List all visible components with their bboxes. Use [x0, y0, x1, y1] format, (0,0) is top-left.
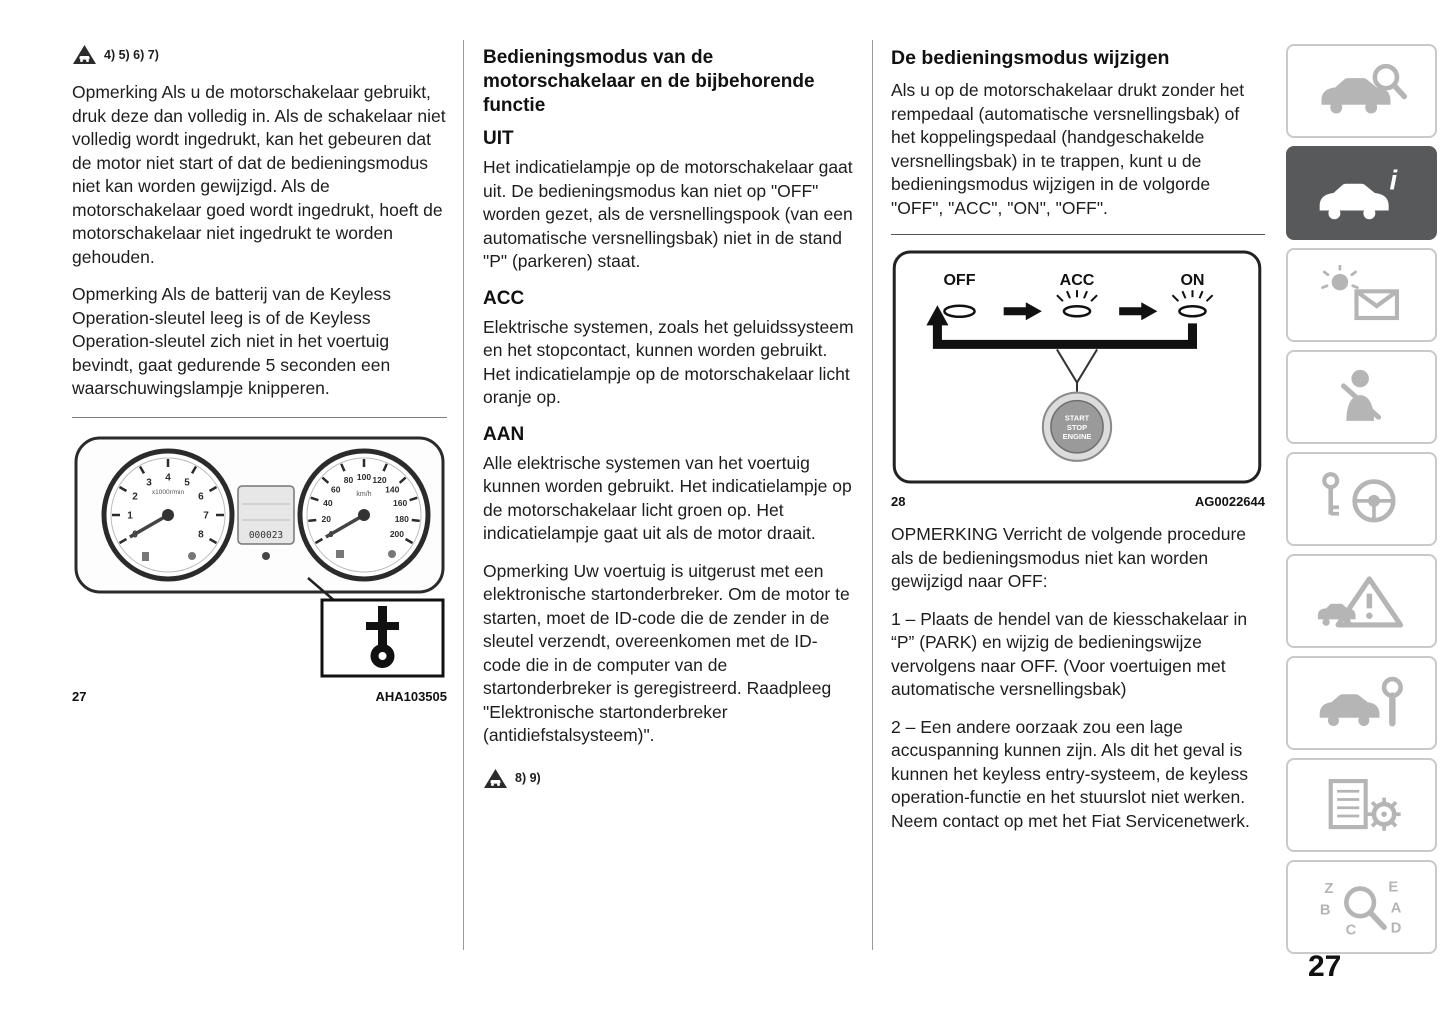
maintenance-icon	[1316, 673, 1408, 733]
speed-unit-label: km/h	[356, 490, 372, 498]
middle-column	[483, 44, 855, 805]
mode-body-aan: Alle elektrische systemen van het voertuig kunnen worden gebruikt. Het indicatielampje op de motorschakelaar licht groen op. Het indicatielampje gaat uit als de motor draait.	[483, 452, 852, 543]
paragraph-note-battery: Opmerking Als de batterij van de Keyless Operation-sleutel leeg is of de Keyless Operation-sleutel zich niet in het voertuig bevindt, gaat gedurende 5 seconden een waarschuwingslampje knipperen.	[72, 284, 392, 398]
technical-data-icon	[1316, 775, 1408, 835]
section-heading: Bedieningsmodus van de motorschakelaar en de bijbehorende functie	[483, 47, 815, 116]
reference-marks-row	[483, 768, 855, 789]
warning-triangle-icon	[72, 44, 97, 65]
telltale-icon	[188, 552, 196, 560]
right-column	[891, 44, 1265, 847]
svg-text:180: 180	[394, 513, 409, 524]
section-sidebar	[1286, 44, 1437, 962]
svg-text:5: 5	[184, 476, 190, 488]
svg-text:80: 80	[343, 474, 354, 485]
reference-marks-row	[72, 44, 447, 65]
svg-text:8: 8	[198, 528, 204, 540]
ignition-mode-illustration	[891, 249, 1263, 485]
svg-text:120: 120	[372, 474, 387, 485]
ignition-mode-figure	[891, 249, 1265, 509]
svg-text:2: 2	[132, 490, 138, 502]
sidebar-item-emergency[interactable]	[1286, 554, 1437, 648]
sidebar-item-car-info[interactable]	[1286, 146, 1437, 240]
paragraph-intro: Als u op de motorschakelaar drukt zonder het rempedaal (automatische versnellingsbak) of het koppelingspedaal (handgeschakelde versnellingsbak) in te trappen, kunt u de bedieningsmodus wijzigen in de volgorde "OFF", "ACC", "ON", "OFF".	[891, 80, 1245, 218]
car-search-icon	[1316, 61, 1408, 121]
telltale-icon	[142, 552, 149, 561]
sidebar-item-starting-driving[interactable]	[1286, 452, 1437, 546]
column-divider	[872, 40, 873, 950]
car-info-icon	[1316, 163, 1408, 223]
svg-text:Z: Z	[1323, 881, 1333, 898]
svg-text:160: 160	[393, 497, 408, 508]
svg-text:4: 4	[165, 471, 171, 483]
svg-text:100: 100	[356, 471, 372, 482]
starting-driving-icon	[1316, 469, 1408, 529]
svg-text:3: 3	[146, 476, 152, 488]
instrument-cluster-figure	[72, 417, 447, 704]
start-stop-button-icon	[1043, 393, 1111, 461]
sidebar-item-safety[interactable]	[1286, 350, 1437, 444]
telltale-icon	[388, 550, 396, 558]
reference-marks: 8) 9)	[515, 771, 541, 785]
mode-label-on: ON	[1180, 271, 1205, 290]
svg-text:E: E	[1387, 879, 1398, 896]
svg-text:STOP: STOP	[1066, 422, 1088, 432]
instrument-cluster-illustration	[72, 428, 447, 680]
paragraph-note-immobilizer: Opmerking Uw voertuig is uitgerust met een elektronische startonderbreker. Om de motor te starten, moet de ID-code die de zender in de sleutel verzendt, overeenkomen met de ID-code die in de computer van de startonderbreker is geregistreerd. Raadpleeg "Elektronische startonderbreker (antidiefstalsysteem)".	[483, 560, 850, 745]
emergency-icon	[1316, 571, 1408, 631]
section-heading: De bedieningsmodus wijzigen	[891, 47, 1170, 69]
odometer-value: 000023	[248, 529, 284, 541]
step-2: 2 – Een andere oorzaak zou een lage accuspanning kunnen zijn. Als dit het geval is kunnen het keyless entry-systeem, de keyless operation-functie en het stuurslot niet werken. Neem contact op met het Fiat Servicenetwerk.	[891, 716, 1250, 831]
index-icon	[1316, 877, 1408, 937]
mode-label-off: OFF	[943, 271, 976, 290]
mode-title-aan: AAN	[483, 423, 525, 445]
telltale-icon	[336, 550, 344, 558]
trip-reset-knob	[262, 552, 270, 560]
sidebar-item-technical-data[interactable]	[1286, 758, 1437, 852]
svg-text:20: 20	[321, 513, 331, 524]
safety-icon	[1316, 367, 1408, 427]
svg-text:i: i	[1388, 164, 1397, 196]
left-column	[72, 44, 447, 704]
figure-code: AHA103505	[375, 688, 447, 704]
mode-title-acc: ACC	[483, 287, 525, 309]
mode-title-uit: UIT	[483, 128, 514, 149]
svg-text:140: 140	[385, 483, 400, 494]
sidebar-item-index[interactable]	[1286, 860, 1437, 954]
mode-label-acc: ACC	[1059, 271, 1095, 290]
figure-caption	[891, 494, 1265, 509]
paragraph-remark: OPMERKING Verricht de volgende procedure als de bedieningsmodus niet kan worden gewijzigd naar OFF:	[891, 524, 1247, 591]
svg-text:6: 6	[198, 490, 204, 502]
knob-off-icon	[944, 306, 974, 317]
warning-triangle-icon	[483, 768, 508, 789]
figure-number: 28	[891, 494, 906, 509]
horizontal-rule	[891, 234, 1265, 235]
mode-body-uit: Het indicatielampje op de motorschakelaar gaat uit. De bedieningsmodus kan niet op "OFF" worden gezet, als de versnellingspook (van een automatische versnellingsbak) niet in de stand "P" (parkeren) staat.	[483, 157, 853, 271]
sidebar-item-lights-messages[interactable]	[1286, 248, 1437, 342]
svg-text:40: 40	[323, 497, 333, 508]
svg-text:C: C	[1345, 922, 1356, 937]
svg-text:START: START	[1064, 413, 1090, 423]
sidebar-item-car-overview[interactable]	[1286, 44, 1437, 138]
svg-text:ENGINE: ENGINE	[1062, 431, 1092, 441]
reference-marks: 4) 5) 6) 7)	[104, 47, 159, 62]
column-divider	[463, 40, 464, 950]
figure-number: 27	[72, 688, 87, 704]
tacho-unit-label: x1000r/min	[151, 488, 185, 496]
figure-caption	[72, 689, 447, 704]
step-1: 1 – Plaats de hendel van de kiesschakelaar in “P” (PARK) en wijzig de bedieningswijze vervolgens naar OFF. (Voor voertuigen met automatische versnellingsbak)	[891, 608, 1248, 699]
sidebar-item-maintenance[interactable]	[1286, 656, 1437, 750]
svg-text:60: 60	[331, 483, 341, 494]
lights-messages-icon	[1316, 265, 1408, 325]
page-number: 27	[1308, 950, 1342, 983]
svg-text:B: B	[1319, 902, 1331, 919]
paragraph-note-switch: Opmerking Als u de motorschakelaar gebruikt, druk deze dan volledig in. Als de schakelaar niet volledig wordt ingedrukt, kan het gebeuren dat de motor niet start of dat de bedieningsmodus niet kan worden gewijzigd. Als de motorschakelaar goed wordt ingedrukt, hoeft de motorschakelaar niet ingedrukt te worden gehouden.	[72, 82, 446, 267]
svg-text:200: 200	[389, 528, 405, 539]
mode-body-acc: Elektrische systemen, zoals het geluidssysteem en het stopcontact, kunnen worden gebruikt. Het indicatielampje op de motorschakelaar licht oranje op.	[483, 316, 854, 407]
svg-text:D: D	[1390, 920, 1401, 937]
figure-code: AG0022644	[1194, 494, 1265, 509]
svg-text:A: A	[1390, 900, 1401, 917]
svg-text:1: 1	[127, 509, 133, 521]
svg-text:7: 7	[203, 509, 209, 521]
